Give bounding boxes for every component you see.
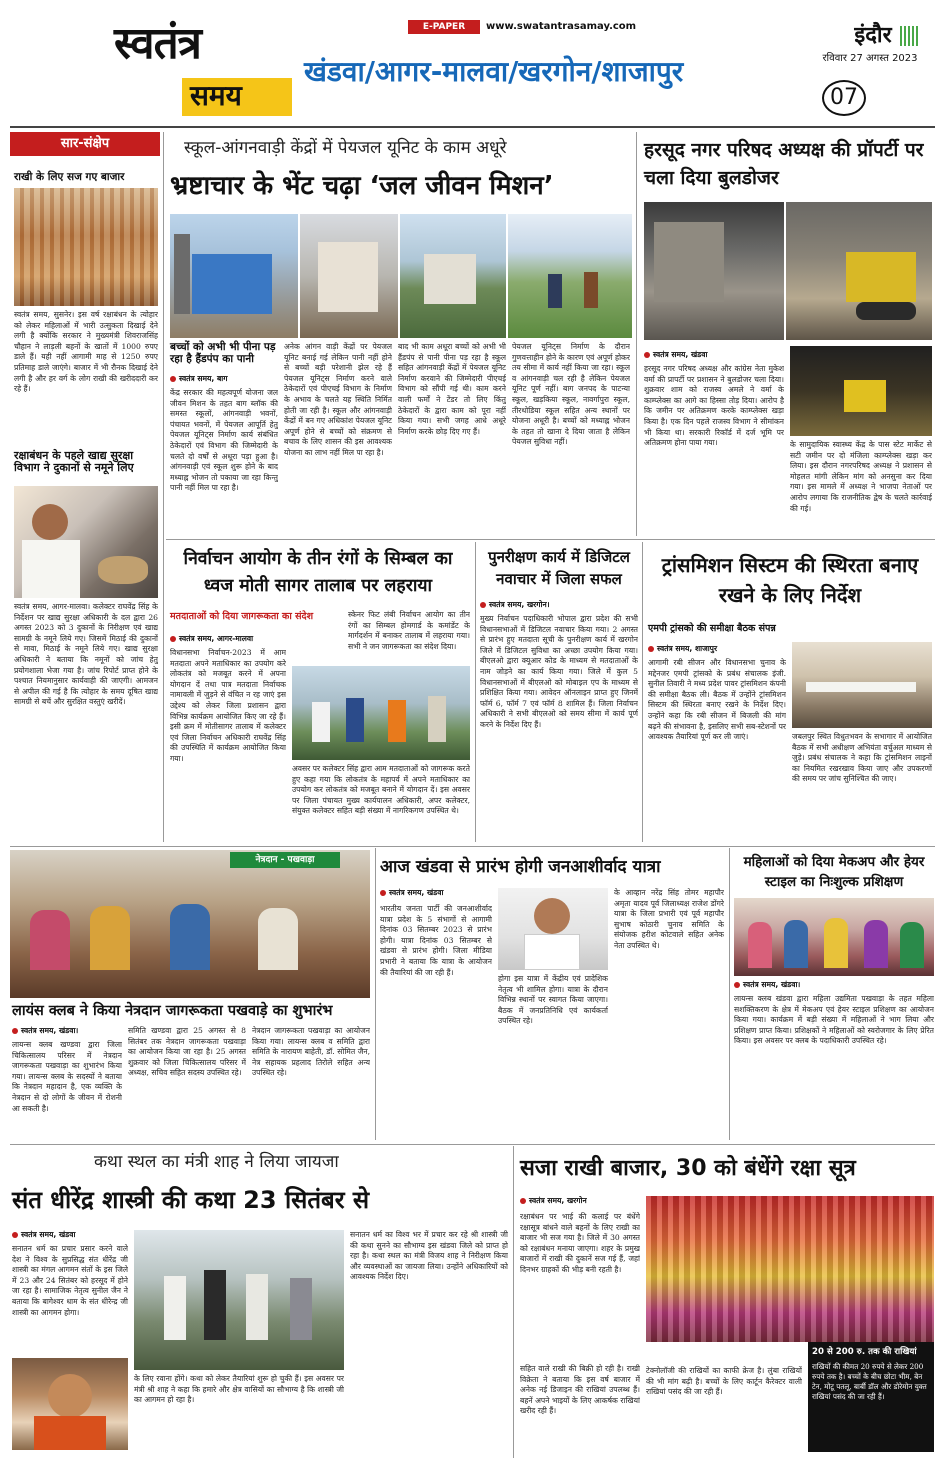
election-col2: अवसर पर कलेक्टर सिंह द्वारा आम मतदाताओं को जागरूक करते हुए कहा गया कि लोकतंत्र के महापर्व में अपने मताधिकार का उपयोग कर लोकतंत्र को मजबूत बनाने में योगदान दें। इस अवसर पर जिला पंचायत मुख्य कार्यपालन अधिकारी, अपर कलेक्टर, संयुक्त कलेक्टर सहित बड़ी संख्या में नागरिकगण उपस्थित थे। (292, 764, 470, 816)
story-election (166, 542, 472, 842)
jjm-photo-2 (300, 214, 398, 338)
epaper-badge: E-PAPER (408, 20, 480, 34)
lions-col1: लायन्स क्लब खण्डवा द्वारा जिला चिकित्सालय परिसर में नेत्रदान जागरूकता पखवाड़ा का शुभारंभ किया गया। लायन्स क्लब के सदस्यों ने बताया कि नेत्रदान महादान है, एक व्यक्ति के नेत्रदान से दो लोगों के जीवन में रोशनी आ सकती है। (12, 1040, 122, 1113)
lions-photo (10, 850, 370, 998)
jjm-col4: पेयजल यूनिट्स निर्माण के दौरान गुणवत्ताहीन होने के कारण एवं अपूर्ण होकर तय सीमा में कार्य नहीं किया जा रहा। स्कूल व आंगनवाड़ी चल रही है लेकिन पेयजल यूनिट पूर्ण नहीं। बाग जनपद के पाटन्या स्कूल, खड़किया स्कूल, नावर्गापुरा स्कूल, तीरथोडिया स्कूल सहित अन्य स्थानों पर योजना अधूरी है। बच्चों को मध्याह्न भोजन के तहत तो खाना दे दिया जाता है लेकिन पेयजल सुविधा नहीं। (512, 342, 630, 447)
katha-headline: संत धीरेंद्र शास्त्री की कथा 23 सितंबर से (12, 1186, 370, 1214)
bulldozer-col2: के सामुदायिक स्वास्थ्य केंद्र के पास स्टेट मार्केट से सटी जमीन पर दो मंजिला काम्प्लेक्स खड़ा कर लिया। इस दौरान नगरपरिषद अध्यक्ष ने प्रशासन से मोहलत मांगी लेकिन मांग को अनसुना कर दिया गया। इस मामले में अध्यक्ष ने भाजपा नेताओं पर आरोप लगाया कि राजनीतिक द्वेष के चलते कार्रवाई की गई। (790, 440, 932, 513)
edition-cities: खंडवा/आगर-मालवा/खरगोन/शाजापुर (304, 55, 684, 88)
lions-banner: नेत्रदान - पखवाड़ा (230, 852, 340, 868)
jjm-col2: अनेक आंगन वाड़ी केंद्रों पर पेयजल यूनिट बनाई गई लेकिन पानी नहीं होने से बच्चों बड़ी परेशानी झेल रहे हैं पेयजल यूनिट्स निर्माण करने वाले ठेकेदारों एवं पीएचई विभाग के निर्माण के अभाव के चलते यह स्थिति निर्मित होती जा रही है। स्कूल और आंगनवाड़ी केंद्रों में बन गए अधिकांश पेयजल यूनिट अपूर्ण होने से बच्चों को संक्रमण से बचाव के लिए शासन की इस आवश्यक योजना का लाभ नहीं मिल पा रहा है। (284, 342, 392, 457)
jjm-photo-3 (400, 214, 506, 338)
jjm-headline: भ्रष्टाचार के भेंट चढ़ा ‘जल जीवन मिशन’ (170, 171, 554, 201)
katha-photo-1 (12, 1358, 128, 1450)
story-bulldozer (640, 132, 935, 536)
story-jjm (166, 132, 632, 536)
logo (112, 16, 297, 116)
lions-col2: समिति खण्डवा द्वारा 25 अगस्त से 8 सितंबर तक नेत्रदान जागरूकता पखवाड़ा का आयोजन किया जा रहा है। 25 अगस्त शुक्रवार को जिला चिकित्सालय परिसर में अध्यक्ष, सचिव सहित सदस्य उपस्थित रहे। (128, 1026, 246, 1078)
bulldozer-headline: हरसूद नगर परिषद अध्यक्ष की प्रॉपर्टी पर चला दिया बुलडोजर (644, 139, 924, 189)
election-side-text: स्केनर फिट लंबी निर्वाचन आयोग का तीन रंगों का सिम्बल होमगार्ड के कमांडेंट के मार्गदर्शन में बनाकर तालाब में लहराया गया। सभी ने जन जागरूकता का संदेश दिया। (348, 610, 470, 651)
bulldozer-photo-2 (786, 202, 932, 340)
jjm-col3: बाद भी काम अधूरा बच्चों को अभी भी हैंडपंप से पानी पीना पड़ रहा है स्कूल सहित आंगनवाड़ी केंद्रों में पेयजल यूनिट निर्माण करवाने की जिम्मेदारी पीएचई विभाग को सौंपी गई थी। काम करने वाली फर्मों ने टेंडर तो लिए किंतु ठेकेदारों के द्वारा काम को पूरा नहीं किया गया। सभी जगह आधे अधूरे निर्माण करके छोड़ दिए गए हैं। (398, 342, 506, 436)
story-ashirwad (378, 848, 726, 1140)
rakhi-photo (646, 1196, 934, 1342)
rakhi-col2: सहित वाले राखी की बिक्री हो रही है। राखी विक्रेता ने बताया कि इस वर्ष बाजार में अनेक नई डिजाइन की राखियां उपलब्ध हैं। बहनें अपने भाइयों के लिए आकर्षक राखियां खरीद रही हैं। (520, 1364, 640, 1416)
digital-divider (642, 542, 643, 842)
digital-headline: पुनरीक्षण कार्य में डिजिटल नवाचार में जिला सफल (488, 548, 630, 588)
ashirwad-byline: स्वतंत्र समय, खंडवा (380, 888, 500, 898)
rakhi-price-body: राखियों की कीमत 20 रुपये से लेकर 200 रुपये तक है। बच्चों के बीच छोटा भीम, बेन टेन, मोटू पतलू, बार्बी डॉल और डोरेमोन युक्त राखियां पसंद की जा रही हैं। (812, 1362, 927, 1401)
sidebar-title: सार-संक्षेप (10, 132, 160, 156)
ashirwad-col2: होगा इस यात्रा में केंद्रीय एवं प्रादेशिक नेतृत्व भी शामिल होगा। यात्रा के दौरान विभिन्न स्थानों पर स्वागत किया जाएगा। बैठक में जनप्रतिनिधि एवं कार्यकर्ता उपस्थित रहे। (498, 974, 608, 1026)
brief1-photo (14, 188, 158, 306)
rakhi-col1: रक्षाबंधन पर भाई की कलाई पर बंधेंगे रक्षासूत्र बांधने वाले बहनों के लिए राखी का बाजार भी सज गया है। जिले में 30 अगस्त को रक्षाबंधन मनाया जाएगा। शहर के प्रमुख बाजारों में राखी की दुकानें सज गई हैं, जहां दिनभर ग्राहकों की भीड़ बनी रहती है। (520, 1212, 640, 1274)
lions-divider (375, 848, 376, 1140)
barcode-icon (900, 26, 920, 46)
page-number: 07 (822, 80, 866, 116)
jjm-col1: केंद्र सरकार की महत्वपूर्ण योजना जल जीवन मिशन के तहत बाग ब्लॉक की समस्त स्कूलों, आंगनवाड़ी भवनों, पंचायत भवनों, में पेयजल आपूर्ति हेतु पेयजल यूनिट्स निर्माण कार्य संबंधित ठेकेदारों एवं विभाग की जिम्मेदारी के चलते दो वर्षों से अधूरा पड़ा हुआ है। आंगनवाड़ी एवं स्कूल शुरू होने के बाद मध्याह्न भोजन तो पकाया जा रहा किन्तु पानी नहीं मिल पा रहा है। (170, 388, 278, 493)
election-photo (292, 666, 470, 760)
makeup-body: लायन्स क्लब खंडवा द्वारा महिला उद्यमिता पखवाड़ा के तहत महिला सशक्तिकरण के क्षेत्र में मेकअप एवं हेयर स्टाइल प्रशिक्षण का आयोजन किया गया। कार्यक्रम में बड़ी संख्या में महिलाओं ने भाग लिया और प्रशिक्षण प्राप्त किया। प्रशिक्षकों ने महिलाओं को स्वरोजगार के लिए प्रेरित किया। इस अवसर पर क्लब के पदाधिकारी उपस्थित रहे। (734, 994, 934, 1046)
brief1-headline: राखी के लिए सज गए बाजार (14, 171, 125, 183)
makeup-byline: स्वतंत्र समय, खंडवा। (734, 980, 934, 990)
election-byline: स्वतंत्र समय, आगर-मालवा (170, 634, 340, 644)
website-link[interactable]: www.swatantrasamay.com (486, 21, 637, 32)
ashirwad-col3: के आव्हान नरेंद्र सिंह तोमर महापौर अमृता यादव पूर्व जिलाध्यक्ष राजेश डोंगरे यात्रा के जिला प्रभारी एवं पूर्व महापौर सुभाष कोठारी चुनाव समिति के संयोजक हरीश कोटवाले सहित अनेक नेता उपस्थित थे। (614, 888, 724, 950)
row3-top-rule (10, 846, 935, 847)
katha-divider (513, 1146, 514, 1458)
jjm-photo-1 (170, 214, 298, 338)
katha-photo-2 (134, 1230, 344, 1370)
bulldozer-col1: हरसूद नगर परिषद अध्यक्ष और कांग्रेस नेता मुकेश वर्मा की प्रापर्टी पर प्रशासन ने बुलडोजर चला दिया। शुक्रवार शाम को राजस्व अमले ने वर्मा के काम्प्लेक्स का आगे का हिस्सा तोड़ दिया। आरोप है कि जमीन पर अतिक्रमण करके काम्प्लेक्स खड़ा किया है। एक दिन पहले राजस्व विभाग ने सीमांकन भी किया था। सरकारी रिकॉर्ड में दर्ज भूमि पर अतिक्रमण होना पाया गया। (644, 364, 784, 448)
katha-col2: सनातन धर्म का विश्व भर में प्रचार कर रहे श्री शास्त्री जी की कथा सुनने का सौभाग्य इस खंडवा जिले को प्राप्त हो रहा है। कथा स्थल का मंत्री विजय शाह ने निरीक्षण किया और व्यवस्थाओं का जायजा लिया। उन्होंने अधिकारियों को आवश्यक निर्देश दिए। (350, 1230, 508, 1282)
jjm-divider (636, 132, 637, 536)
logo-line1: स्वतंत्र (114, 18, 201, 69)
masthead (0, 0, 945, 128)
bulldozer-byline: स्वतंत्र समय, खंडवा (644, 350, 794, 360)
katha-col1: सनातन धर्म का प्रचार प्रसार करने वाले देश ने विश्व के सुप्रसिद्ध संत धीरेंद्र जी शास्त्री का मंगल आगमन संतों के इस जिले में 23 और 24 सितंबर को हरसूद में होने जा रहा है। सामाजिक नेतृत्व सुनील जैन ने बताया कि बागेश्वर धाम के संत धीरेन्द्र जी शास्त्री का आगमन होगा। (12, 1244, 128, 1317)
story-lions (10, 848, 372, 1140)
transmission-headline: ट्रांसमिशन सिस्टम की स्थिरता बनाए रखने के लिए निर्देश (661, 553, 919, 607)
sidebar-divider (163, 132, 164, 842)
story-rakhi (516, 1146, 935, 1458)
lions-col3: नेत्रदान जागरूकता पखवाड़ा का आयोजन किया गया। लायन्स क्लब व समिति द्वारा समिति के नारायण बाहेती, डॉ. सोमित जैन, नेत्र सहायक प्रहलाद तिरोले सहित अन्य उपस्थित रहे। (252, 1026, 370, 1078)
bulldozer-photo-3 (790, 346, 932, 436)
lions-byline: स्वतंत्र समय, खंडवा। (12, 1026, 122, 1036)
digital-body: मुख्य निर्वाचन पदाधिकारी भोपाल द्वारा प्रदेश की सभी विधानसभाओं में डिजिटल नवाचार किया गया। 2 अगस्त से प्रारंभ हुए मतदाता सूची के पुनरीक्षण कार्य में खरगोन जिले में डिजिटल सुविधा का अच्छा उपयोग किया गया। बीएलओ द्वारा क्यूआर कोड के माध्यम से मतदाताओं के नाम जोड़ने का कार्य किया गया। जिले में कुल 5 विधानसभाओं में बीएलओ को मोबाइल एप के माध्यम से प्रशिक्षित किया गया। आवेदन ऑनलाइन प्राप्त हुए जिनमें फॉर्म 6, फॉर्म 7 एवं फॉर्म 8 शामिल हैं। जिला निर्वाचन अधिकारी ने सभी बीएलओ को समय सीमा में कार्य पूर्ण करने के निर्देश दिए हैं। (480, 614, 638, 729)
rakhi-col3: टेक्नोलॉजी की राखियों का काफी क्रेज है। लुंबा राखियों की भी मांग बढ़ी है। बच्चों के लिए कार्टून कैरेक्टर वाली राखियां पसंद की जा रही हैं। (646, 1366, 802, 1397)
election-subhead: मतदाताओं को दिया जागरूकता का संदेश (170, 611, 314, 622)
ashirwad-photo (498, 888, 608, 970)
transmission-col2: जबलपुर स्थित विधुतभवन के सभागार में आयोजित बैठक में सभी अधीक्षण अभियंता वर्चुअल माध्यम से जुड़े। प्रबंध संचालक ने कहा कि ट्रांसमिशन लाइनों का नियमित रखरखाव किया जाए और उपकरणों की समय पर जांच सुनिश्चित की जाए। (792, 732, 932, 784)
row4-top-rule (10, 1144, 935, 1145)
transmission-byline: स्वतंत्र समय, शाजापुर (648, 644, 798, 654)
election-divider (475, 542, 476, 842)
ashirwad-divider (729, 848, 730, 1140)
katha-col3: के लिए रवाना होंगे। कथा को लेकर तैयारियां शुरू हो चुकी हैं। इस अवसर पर मंत्री श्री शाह ने कहा कि हमारे और क्षेत्र वासियों का सौभाग्य है कि शास्त्री जी का आगमन हो रहा है। (134, 1374, 344, 1405)
transmission-col1: आगामी रबी सीजन और विधानसभा चुनाव के मद्देनजर एमपी ट्रांसको के प्रबंध संचालक इंजी. सुनील तिवारी ने मध्य प्रदेश पावर ट्रांसमिशन कंपनी की समीक्षा बैठक ली। बैठक में उन्होंने ट्रांसमिशन सिस्टम की स्थिरता बनाए रखने के निर्देश दिए। उन्होंने कहा कि रबी सीजन में बिजली की मांग बढ़ने की संभावना है, इसलिए सभी सब-स्टेशनों पर आवश्यक तैयारियां पूर्ण कर ली जाएं। (648, 658, 786, 742)
election-headline: निर्वाचन आयोग के तीन रंगों के सिम्बल का ध्वज मोती सागर तालाब पर लहराया (183, 549, 453, 596)
transmission-photo (792, 642, 932, 728)
makeup-photo (734, 898, 934, 976)
katha-byline: स्वतंत्र समय, खंडवा (12, 1230, 132, 1240)
masthead-divider (10, 126, 935, 128)
katha-kicker: कथा स्थल का मंत्री शाह ने लिया जायजा (94, 1152, 339, 1172)
sidebar (10, 132, 160, 842)
jjm-byline: स्वतंत्र समय, बाग (170, 374, 278, 384)
story-makeup (732, 848, 935, 1140)
bulldozer-photo-1 (644, 202, 784, 340)
issue-date: रविवार 27 अगस्त 2023 (822, 53, 918, 64)
rakhi-price-box (808, 1342, 934, 1452)
jjm-caption: बच्चों को अभी भी पीना पड़ रहा है हैंडपंप का पानी (170, 341, 276, 365)
transmission-subhead: एमपी ट्रांसको की समीक्षा बैठक संपन्न (648, 623, 776, 634)
rakhi-headline: सजा राखी बाजार, 30 को बंधेंगे रक्षा सूत्र (520, 1156, 856, 1181)
ashirwad-headline: आज खंडवा से प्रारंभ होगी जनआशीर्वाद यात्रा (380, 857, 661, 877)
brief2-body: स्वतंत्र समय, आगर-मालवा। कलेक्टर राघवेंद्र सिंह के निर्देशन पर खाद्य सुरक्षा अधिकारी के दल द्वारा 26 अगस्त 2023 को 3 दुकानों के निरीक्षण एवं खाद्य सामग्री के नमूने लिये गए। जिसमें मिठाई की दुकानों से मावा, मिठाई के नमूने लिये गए। खाद्य सुरक्षा अधिकारी ने बताया कि नमूनों को जांच हेतु प्रयोगशाला भेजा गया है। जांच रिपोर्ट प्राप्त होने के पश्चात नियमानुसार कार्यवाही की जाएगी। आमजन से अपील की गई है कि त्योहार के समय दूषित खाद्य सामग्री से बचें और सुरक्षित वस्तुएं खरीदें। (14, 602, 158, 707)
rakhi-byline: स्वतंत्र समय, खरगोन (520, 1196, 640, 1206)
story-transmission (646, 542, 935, 842)
brief1-body: स्वतंत्र समय, सुसनेर। इस वर्ष रक्षाबंधन के त्योहार को लेकर महिलाओं में भारी उत्सुकता दिखाई देने लगी है क्योंकि सरकार ने मुख्यमंत्री शिवराजसिंह चौहान ने लाड़ली बहनों के खातों में 1000 रुपए डाले हैं। यही नहीं आगामी माह से 1250 रुपए प्रतिमाह डाले जाएंगे। बाजार में भी रौनक दिखाई देने लगी है और हर वर्ग के लोग राखी की खरीददारी कर रहे हैं। (14, 310, 158, 394)
logo-line2: समय (190, 79, 242, 112)
digital-byline: स्वतंत्र समय, खरगोन। (480, 600, 638, 610)
brief2-photo (14, 486, 158, 598)
ashirwad-col1: भारतीय जनता पार्टी की जनआशीर्वाद यात्रा प्रदेश के 5 संभागों से आगामी दिनांक 03 सितम्बर 2023 से प्रारंभ होगी। यात्रा दिनांक 03 सितम्बर से खंडवा से प्रारंभ होगी। जिला मीडिया प्रभारी ने बताया कि यात्रा के आयोजन की तैयारियां की जा रही हैं। (380, 904, 492, 977)
jjm-photo-4 (508, 214, 632, 338)
story-katha (10, 1146, 510, 1458)
lions-headline: लायंस क्लब ने किया नेत्रदान जागरूकता पखवाड़े का शुभारंभ (12, 1003, 333, 1019)
story-digital (478, 542, 640, 842)
city-name: इंदौर (854, 23, 892, 48)
makeup-headline: महिलाओं को दिया मेकअप और हेयर स्टाइल का निःशुल्क प्रशिक्षण (743, 854, 925, 890)
election-col1: विधानसभा निर्वाचन-2023 में आम मतदाता अपने मताधिकार का उपयोग करे लोकतंत्र को मजबूत करने में अपना योगदान दें तथा पात्र मतदाता निर्वाचक नामावली में जुड़ने से वंचित न रह जाएं इस उद्देश्य को लेकर जिला प्रशासन द्वारा विभिन्न कार्यक्रम आयोजित किए जा रहे हैं। इसी क्रम में मोतीसागर तालाब में कलेक्टर एवं जिला निर्वाचन अधिकारी राघवेंद्र सिंह की उपस्थिति में कार्यक्रम आयोजित किया गया। (170, 648, 286, 763)
rakhi-price-title: 20 से 200 रु. तक की राखियां (812, 1347, 917, 1357)
brief2-headline: रक्षाबंधन के पहले खाद्य सुरक्षा विभाग ने दुकानों से नमूने लिए (14, 449, 134, 475)
row2-top-rule (166, 539, 935, 540)
jjm-kicker: स्कूल-आंगनवाड़ी केंद्रों में पेयजल यूनिट के काम अधूरे (184, 138, 507, 158)
